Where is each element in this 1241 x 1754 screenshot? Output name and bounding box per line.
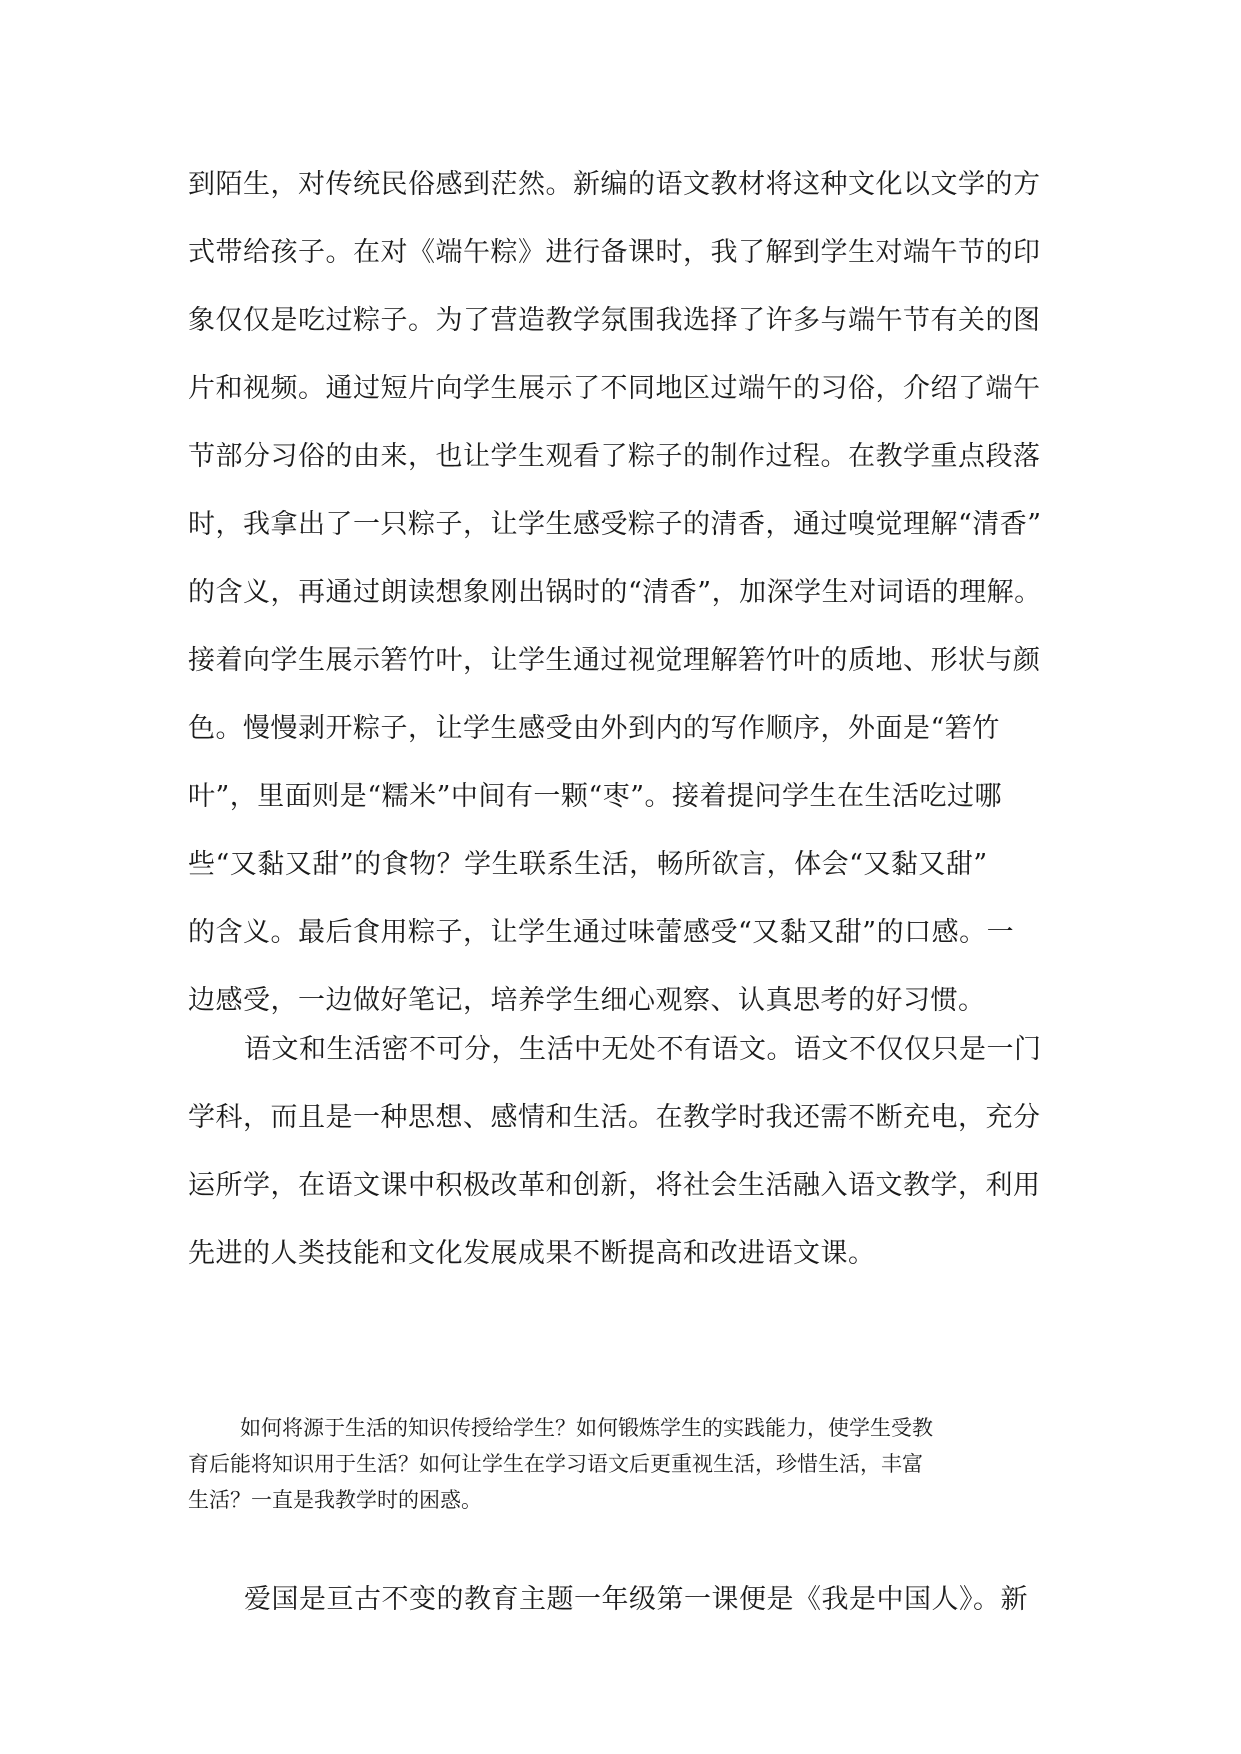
text-line: 些“又黏又甜”的食物？学生联系生活，畅所欲言，体会“又黏又甜” xyxy=(188,849,988,880)
text-line: 如何将源于生活的知识传授给学生？如何锻炼学生的实践能力，使学生受教 xyxy=(240,1416,933,1440)
paragraph-patriotism xyxy=(188,1566,1068,1634)
text-line: 象仅仅是吃过粽子。为了营造教学氛围我选择了许多与端午节有关的图 xyxy=(188,305,1041,336)
paragraph-dragon-boat-lesson xyxy=(188,151,1068,1035)
text-line: 接着向学生展示箬竹叶，让学生通过视觉理解箬竹叶的质地、形状与颜 xyxy=(188,645,1041,676)
text-line: 生活？一直是我教学时的困惑。 xyxy=(188,1488,482,1512)
text-line: 边感受，一边做好笔记，培养学生细心观察、认真思考的好习惯。 xyxy=(188,985,986,1016)
text-line: 到陌生，对传统民俗感到茫然。新编的语文教材将这种文化以文学的方 xyxy=(188,169,1041,200)
text-line: 语文和生活密不可分，生活中无处不有语文。语文不仅仅只是一门 xyxy=(244,1034,1042,1065)
text-line: 叶”，里面则是“糯米”中间有一颗“枣”。接着提问学生在生活吃过哪 xyxy=(188,781,1003,812)
text-line: 片和视频。通过短片向学生展示了不同地区过端午的习俗，介绍了端午 xyxy=(188,373,1041,404)
text-line: 色。慢慢剥开粽子，让学生感受由外到内的写作顺序，外面是“箬竹 xyxy=(188,713,1000,744)
text-line: 运所学，在语文课中积极改革和创新，将社会生活融入语文教学，利用 xyxy=(188,1170,1041,1201)
paragraph-teaching-questions xyxy=(188,1410,1068,1518)
text-line: 式带给孩子。在对《端午粽》进行备课时，我了解到学生对端午节的印 xyxy=(188,237,1041,268)
text-line: 爱国是亘古不变的教育主题一年级第一课便是《我是中国人》。新 xyxy=(244,1584,1028,1615)
text-line: 先进的人类技能和文化发展成果不断提高和改进语文课。 xyxy=(188,1238,876,1269)
text-line: 时，我拿出了一只粽子，让学生感受粽子的清香，通过嗅觉理解“清香” xyxy=(188,509,1042,540)
text-line: 节部分习俗的由来，也让学生观看了粽子的制作过程。在教学重点段落 xyxy=(188,441,1041,472)
text-line: 的含义，再通过朗读想象刚出锅时的“清香”，加深学生对词语的理解。 xyxy=(188,577,1042,608)
text-line: 的含义。最后食用粽子，让学生通过味蕾感受“又黏又甜”的口感。一 xyxy=(188,917,1015,948)
text-line: 育后能将知识用于生活？如何让学生在学习语文后更重视生活，珍惜生活，丰富 xyxy=(188,1452,923,1476)
paragraph-chinese-and-life xyxy=(188,1016,1068,1288)
text-line: 学科，而且是一种思想、感情和生活。在教学时我还需不断充电，充分 xyxy=(188,1102,1041,1133)
